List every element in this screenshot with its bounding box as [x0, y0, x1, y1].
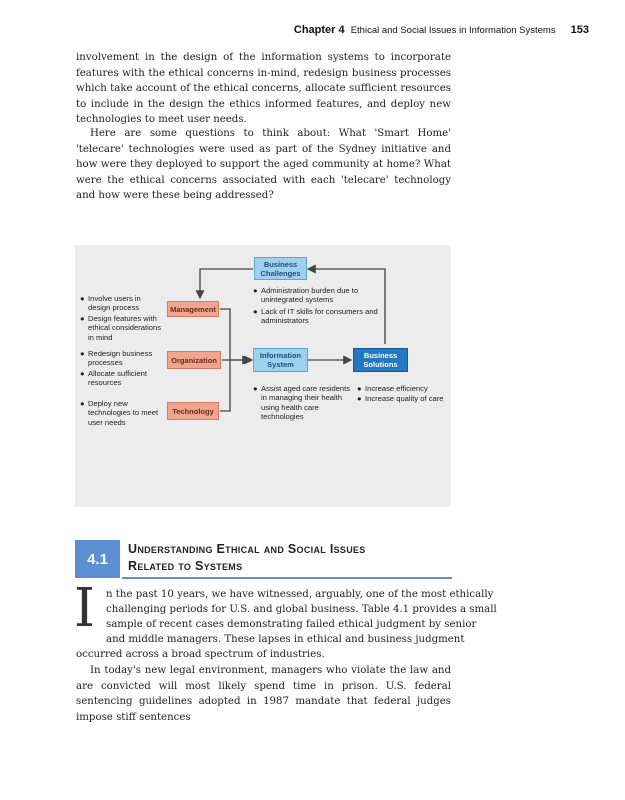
- chapter-label: Chapter 4: [293, 24, 345, 36]
- body-line: and middle managers. These lapses in ethical and business judgment: [106, 634, 465, 645]
- solution-bullet: ● Increase quality of care: [357, 394, 444, 403]
- drop-cap: I: [74, 578, 95, 639]
- body-line: sample of recent cases demonstrating failed ethical judgment by senior: [106, 619, 477, 630]
- technology-bullet: ● Deploy new technologies to meet user needs: [80, 399, 159, 427]
- business-challenges-box: Business Challenges: [254, 257, 307, 280]
- chapter-title: Ethical and Social Issues in Information Systems: [350, 25, 556, 36]
- section-paragraph-2: In today's new legal environment, managers who violate the law and are convicted will most likely spend time in prison. U.S. federal sentencing guidelines adopted in 1987 mandate that federal judges impose stiff sentences: [76, 665, 451, 723]
- organization-box: Organization: [167, 351, 221, 369]
- running-header: [294, 24, 589, 36]
- organization-bullet: ● Allocate sufficient resources: [80, 369, 147, 388]
- solution-bullet: ● Increase efficiency: [357, 384, 428, 393]
- section-rule: [122, 577, 452, 579]
- section-heading: [128, 541, 366, 575]
- arrow-challenges-to-management: [200, 269, 253, 298]
- body-paragraph-2: Here are some questions to think about: What 'Smart Home' 'telecare' technologies were used as part of the Sydney initiative and how were they deployed to support the aged community at home? What were the ethical concerns associated with each 'telecare' technology and how were these being addressed?: [76, 128, 451, 201]
- management-box: Management: [167, 301, 219, 317]
- section-heading-line-2: Related to Systems: [128, 559, 243, 573]
- body-paragraph-1: involvement in the design of the information systems to incorporate features with the ethical concerns in-mind, redesign business processes which take account of the ethical concerns, allocate sufficient resources to include in the design the ethics informed features, and deploy new technologies to meet user needs.: [76, 52, 451, 125]
- business-framework-diagram: [75, 245, 451, 507]
- system-bullet: ● Assist aged care residents in managing their health using health care technologies: [253, 384, 351, 422]
- management-bullet: ● Design features with ethical considerations in mind: [80, 314, 162, 342]
- body-line: challenging periods for U.S. and global business. Table 4.1 provides a small: [106, 604, 497, 615]
- arrow-technology-to-system: [220, 360, 230, 411]
- information-system-box: Information System: [253, 348, 308, 372]
- challenge-bullet: ● Lack of IT skills for consumers and administrators: [253, 307, 378, 326]
- management-bullet: ● Involve users in design process: [80, 294, 141, 313]
- arrow-management-to-system: [220, 309, 250, 360]
- technology-box: Technology: [167, 402, 219, 420]
- organization-bullet: ● Redesign business processes: [80, 349, 153, 368]
- page-number: 153: [570, 24, 589, 36]
- body-line: n the past 10 years, we have witnessed, arguably, one of the most ethically: [106, 589, 494, 600]
- body-line: occurred across a broad spectrum of industries.: [76, 649, 325, 660]
- section-heading-line-1: Understanding Ethical and Social Issues: [128, 542, 366, 556]
- section-number: 4.1: [75, 540, 120, 578]
- challenge-bullet: ● Administration burden due to unintegrated systems: [253, 286, 359, 305]
- business-solutions-box: Business Solutions: [353, 348, 408, 372]
